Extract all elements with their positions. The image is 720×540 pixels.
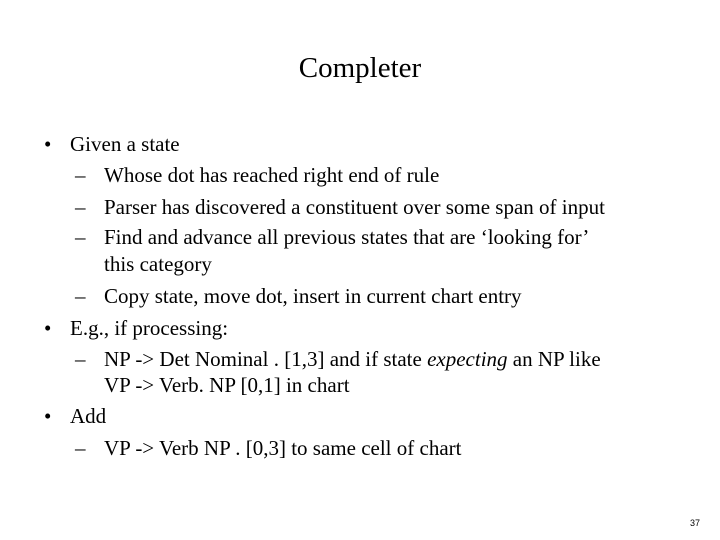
bullet-icon: • — [44, 404, 52, 428]
bullet-icon: • — [44, 132, 52, 156]
np-rule-text-end: an NP like — [507, 347, 601, 371]
subbullet-find-advance-continued: this category — [104, 252, 212, 276]
bullet-given-state: Given a state — [70, 132, 180, 156]
subbullet-copy-state: Copy state, move dot, insert in current chart entry — [104, 284, 522, 308]
subbullet-vp-rule: VP -> Verb. NP [0,1] in chart — [104, 373, 350, 397]
bullet-eg-processing: E.g., if processing: — [70, 316, 229, 340]
subbullet-vp-result: VP -> Verb NP . [0,3] to same cell of chart — [104, 436, 462, 460]
dash-icon: – — [75, 436, 86, 460]
bullet-icon: • — [44, 316, 52, 340]
subbullet-whose-dot: Whose dot has reached right end of rule — [104, 163, 440, 187]
dash-icon: – — [75, 225, 86, 249]
dash-icon: – — [75, 195, 86, 219]
slide-title: Completer — [298, 52, 422, 84]
np-rule-italic: expecting — [427, 347, 508, 371]
dash-icon: – — [75, 163, 86, 187]
subbullet-np-rule — [104, 347, 601, 371]
page-number: 37 — [690, 518, 701, 528]
np-rule-text: NP -> Det Nominal . [1,3] and if state — [104, 347, 428, 371]
dash-icon: – — [75, 347, 86, 371]
bullet-add: Add — [70, 404, 107, 428]
subbullet-find-advance: Find and advance all previous states that are ‘looking for’ — [104, 225, 590, 249]
subbullet-parser-discovered: Parser has discovered a constituent over some span of input — [104, 195, 605, 219]
dash-icon: – — [75, 284, 86, 308]
